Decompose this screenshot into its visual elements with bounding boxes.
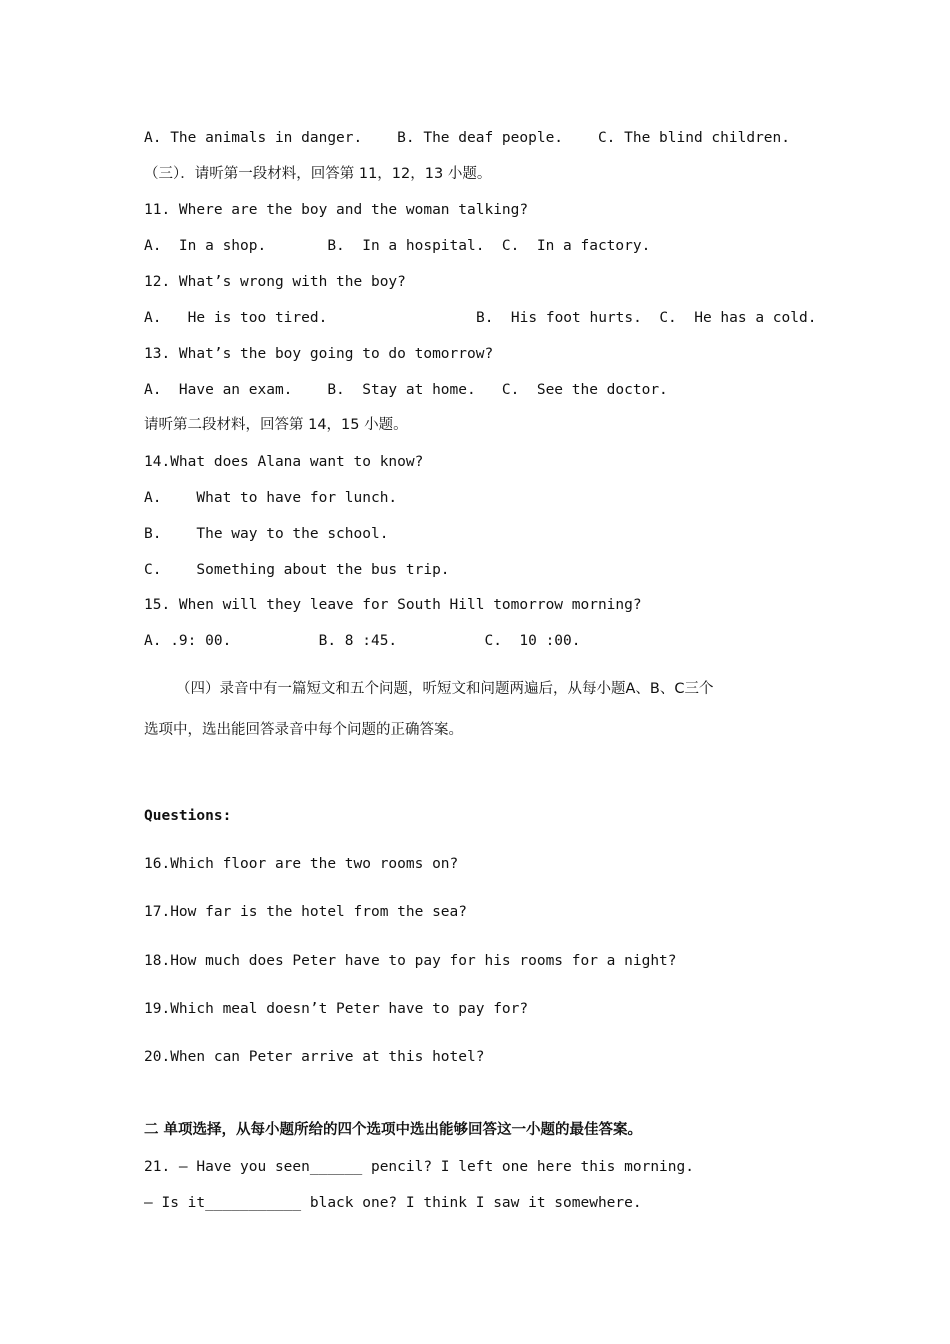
q13-options: A. Have an exam. B. Stay at home. C. See the doctor. [144, 382, 668, 398]
q12-option-a: A. He is too tired. [144, 310, 328, 326]
q14-option-b: B. The way to the school. [144, 526, 389, 542]
q11-options: A. In a shop. B. In a hospital. C. In a factory. [144, 238, 651, 254]
question-15: 15. When will they leave for South Hill tomorrow morning? [144, 597, 642, 613]
section-2-instruction: 请听第二段材料，回答第 14，15 小题。 [144, 417, 408, 433]
question-19: 19.Which meal doesn’t Peter have to pay for? [144, 1001, 529, 1017]
question-18: 18.How much does Peter have to pay for his rooms for a night? [144, 953, 677, 969]
question-20: 20.When can Peter arrive at this hotel? [144, 1049, 485, 1065]
part-2-heading: 二 单项选择，从每小题所给的四个选项中选出能够回答这一小题的最佳答案。 [144, 1122, 643, 1138]
question-12: 12. What’s wrong with the boy? [144, 274, 406, 290]
q14-option-c: C. Something about the bus trip. [144, 562, 450, 578]
q10-options: A. The animals in danger. B. The deaf people. C. The blind children. [144, 130, 791, 146]
section-4-instruction: （四）录音中有一篇短文和五个问题，听短文和问题两遍后，从每小题A、B、C三个 [176, 681, 714, 697]
section-4-instruction-cont: 选项中，选出能回答录音中每个问题的正确答案。 [144, 722, 463, 738]
question-11: 11. Where are the boy and the woman talking? [144, 202, 529, 218]
question-17: 17.How far is the hotel from the sea? [144, 904, 468, 920]
question-13: 13. What’s the boy going to do tomorrow? [144, 346, 494, 362]
question-21-reply: — Is it___________ black one? I think I saw it somewhere. [144, 1195, 642, 1211]
section-3-instruction: （三）．请听第一段材料，回答第 11，12，13 小题。 [144, 166, 492, 182]
question-16: 16.Which floor are the two rooms on? [144, 856, 459, 872]
q12-options-bc: B. His foot hurts. C. He has a cold. [476, 310, 817, 326]
questions-heading: Questions: [144, 808, 232, 824]
q15-options: A. .9: 00. B. 8 :45. C. 10 :00. [144, 633, 581, 649]
q14-option-a: A. What to have for lunch. [144, 490, 398, 506]
question-21: 21. — Have you seen______ pencil? I left one here this morning. [144, 1159, 694, 1175]
question-14: 14.What does Alana want to know? [144, 454, 424, 470]
